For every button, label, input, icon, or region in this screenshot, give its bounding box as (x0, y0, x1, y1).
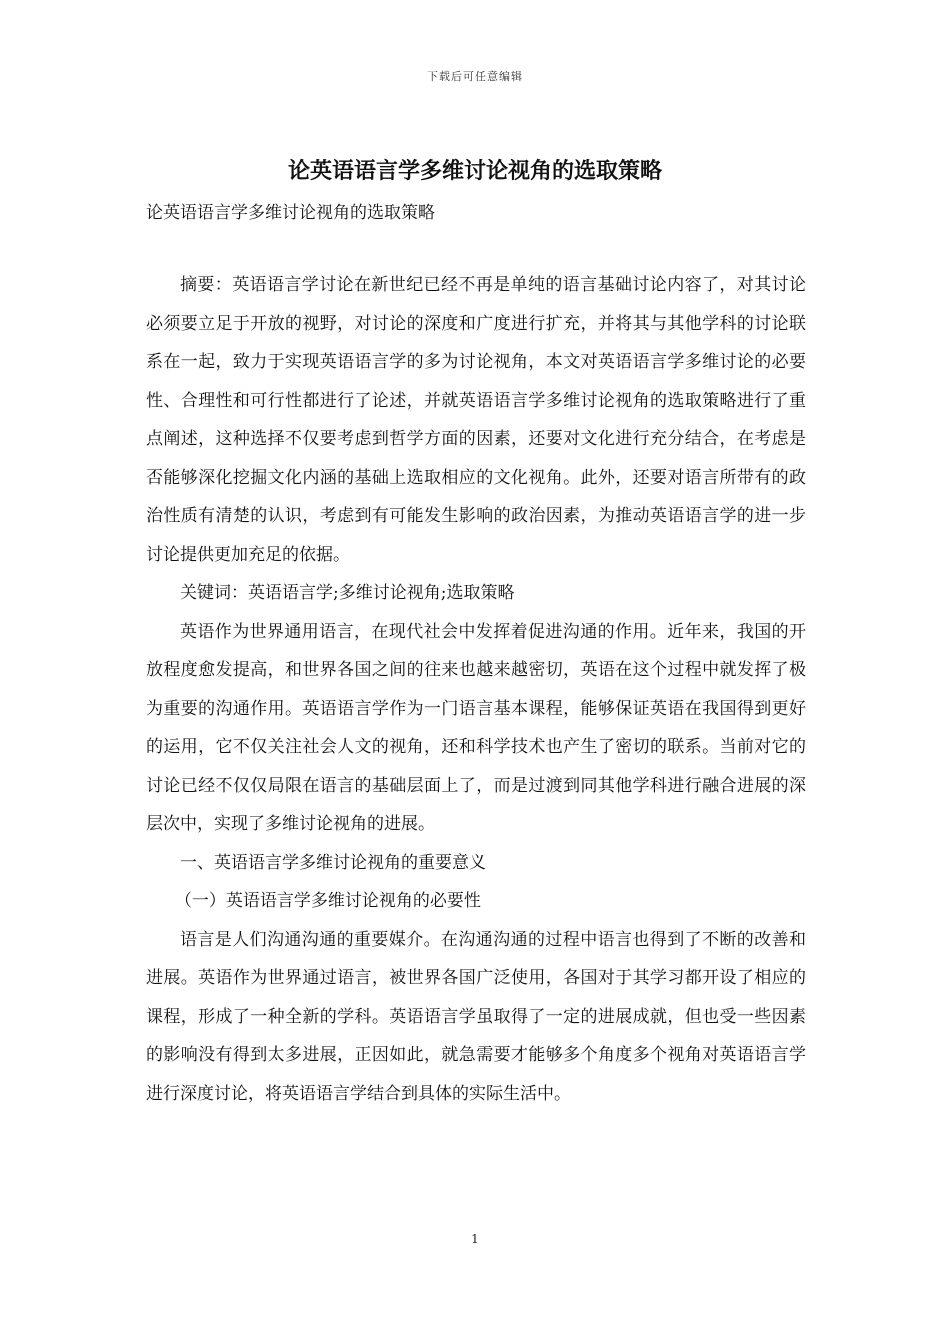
header-note: 下载后可任意编辑 (427, 70, 523, 83)
page-number: 1 (471, 1232, 479, 1246)
abstract-paragraph: 摘要：英语语言学讨论在新世纪已经不再是单纯的语言基础讨论内容了，对其讨论必须要立足于开放的视野，对讨论的深度和广度进行扩充，并将其与其他学科的讨论联系在一起，致力于实现英语语言学的多为讨论视角，本文对英语语言学多维讨论的必要性、合理性和可行性都进行了论述，并就英语语言学多维讨论视角的选取策略进行了重点阐述，这种选择不仅要考虑到哲学方面的因素，还要对文化进行充分结合，在考虑是否能够深化挖掘文化内涵的基础上选取相应的文化视角。此外，还要对语言所带有的政治性质有清楚的认识，考虑到有可能发生影响的政治因素，为推动英语语言学的进一步讨论提供更加充足的依据。 (146, 275, 806, 565)
document-subtitle: 论英语语言学多维讨论视角的选取策略 (146, 203, 435, 223)
section-paragraph: 语言是人们沟通沟通的重要媒介。在沟通沟通的过程中语言也得到了不断的改善和进展。英语作为世界通过语言，被世界各国广泛使用，各国对于其学习都开设了相应的课程，形成了一种全新的学科。英语语言学虽取得了一定的进展成就，但也受一些因素的影响没有得到太多进展，正因如此，就急需要才能够多个角度多个视角对英语语言学进行深度讨论，将英语语言学结合到具体的实际生活中。 (146, 929, 806, 1104)
subsection-heading: （一）英语语言学多维讨论视角的必要性 (174, 891, 481, 911)
intro-paragraph: 英语作为世界通用语言，在现代社会中发挥着促进沟通的作用。近年来，我国的开放程度愈发提高，和世界各国之间的往来也越来越密切，英语在这个过程中就发挥了极为重要的沟通作用。英语语言学作为一门语言基本课程，能够保证英语在我国得到更好的运用，它不仅关注社会人文的视角，还和科学技术也产生了密切的联系。当前对它的讨论已经不仅仅局限在语言的基础层面上了，而是过渡到同其他学科进行融合进展的深层次中，实现了多维讨论视角的进展。 (146, 621, 806, 834)
keywords-paragraph: 关键词：英语语言学;多维讨论视角;选取策略 (180, 583, 515, 603)
document-title: 论英语语言学多维讨论视角的选取策略 (287, 158, 662, 184)
document-body (146, 266, 806, 1113)
section-heading: 一、英语语言学多维讨论视角的重要意义 (180, 852, 486, 873)
